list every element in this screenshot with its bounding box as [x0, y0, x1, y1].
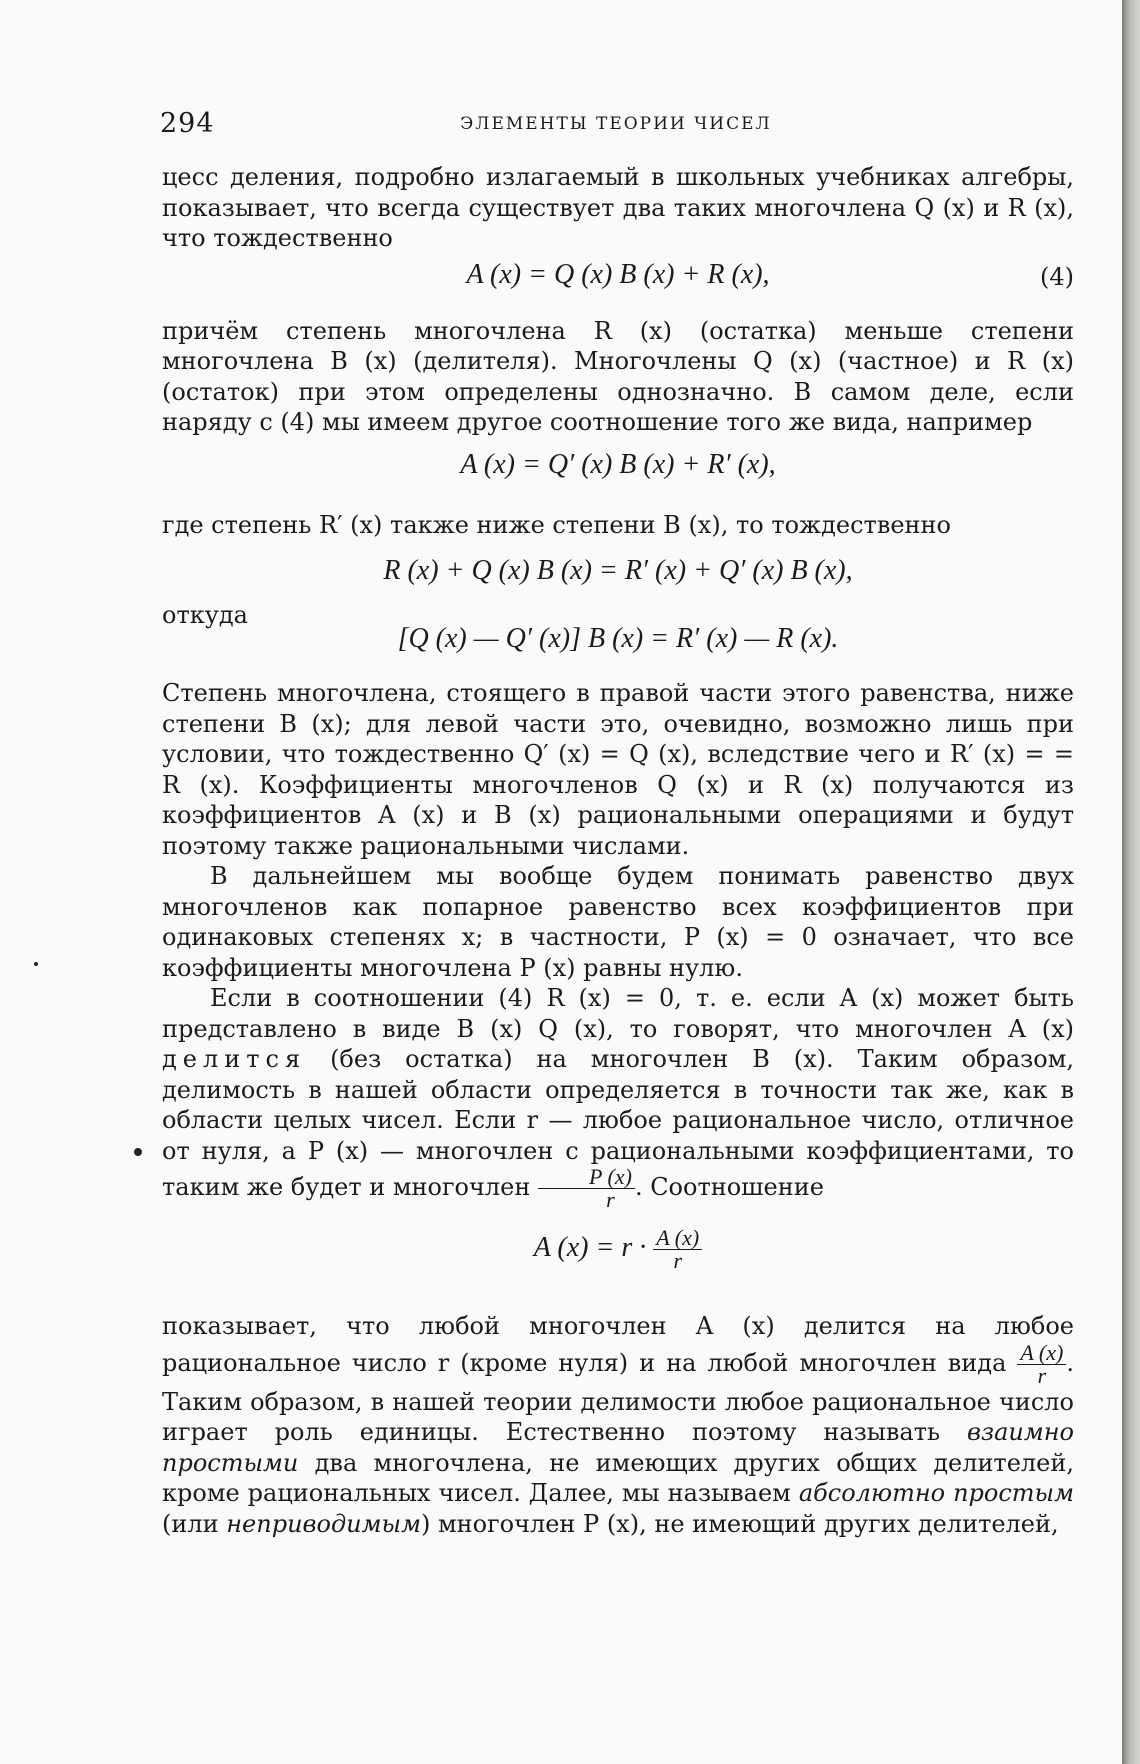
page-number: 294	[160, 108, 215, 139]
paragraph: В дальнейшем мы вообще будем понимать равенство двух многочленов как попарное равенство всех коэффициентов при одинаковых степенях x; в частности, P (x) = 0 означает, что все коэффициенты многочлена P (x) равны нулю.	[162, 862, 1074, 982]
fraction-numerator: A (x)	[653, 1227, 702, 1250]
equation-label: откуда	[162, 601, 248, 629]
page-header	[160, 108, 1072, 144]
italic-term: неприводимым	[226, 1509, 421, 1538]
equation-4	[162, 254, 1074, 316]
stray-dot	[134, 1148, 142, 1156]
paragraph-text: (или	[162, 1509, 219, 1538]
paragraph: где степень R′ (x) также ниже степени B (x), то тождественно	[162, 510, 951, 539]
stray-dot	[34, 962, 38, 966]
body-text	[162, 162, 1074, 1539]
paragraph-text: Если в соотношении (4) R (x) = 0, т. е. если A (x) может быть представлено в виде B (x) Q (x), то говорят, что многочлен A (x)	[162, 984, 1074, 1043]
equation-body: A (x) = Q′ (x) B (x) + R′ (x),	[460, 448, 776, 480]
equation-body: R (x) + Q (x) B (x) = R′ (x) + Q′ (x) B (x),	[383, 555, 853, 586]
paragraph: Степень многочлена, стоящего в правой части этого равенства, ниже степени B (x); для левой части это, очевидно, возможно лишь при условии, что тождественно Q′ (x) = Q (x), вследствие чего и R′ (x) = = R (x). Коэффициенты многочленов Q (x) и R (x) получаются из коэффициентов A (x) и B (x) рациональными операциями и будут поэтому также рациональными числами.	[162, 679, 1074, 860]
paragraph: цесс деления, подробно излагаемый в школьных учебниках алгебры, показывает, что всегда существует два таких многочлена Q (x) и R (x), что тождественно	[162, 163, 1074, 252]
paragraph-text: два многочлена, не имеющих других общих делителей, кроме рациональных чисел. Далее, мы называем	[162, 1448, 1074, 1507]
fraction	[538, 1166, 635, 1211]
fraction-numerator: P (x)	[538, 1166, 635, 1189]
paragraph: причём степень многочлена R (x) (остатка) меньше степени многочлена B (x) (делителя). Многочлены Q (x) (частное) и R (x) (остаток) при этом определены однозначно. В самом деле, если наряду с (4) мы имеем другое соотношение того же вида, например	[162, 316, 1074, 436]
paragraph-text: показывает, что любой многочлен A (x) делится на любое рациональное число r (кроме нуля) и на любой многочлен вида	[162, 1312, 1074, 1377]
spaced-term: делится	[162, 1045, 307, 1073]
fraction-denominator: r	[673, 1248, 683, 1273]
paragraph-text: (без остатка) на многочлен B (x). Таким образом, делимость в нашей области определяется в точности так же, как в области целых чисел. Если r — любое рациональное число, отличное от нуля, а P (x) — многочлен с рациональными коэффициентами, то таким же будет и многочлен	[162, 1045, 1074, 1201]
paragraph	[162, 1311, 1074, 1539]
paragraph-text: . Соотношение	[634, 1173, 824, 1201]
equation-body: A (x) = r ·	[533, 1231, 647, 1263]
equation-body: A (x) = Q (x) B (x) + R (x),	[466, 258, 770, 290]
equation	[162, 1211, 1074, 1311]
running-title: ЭЛЕМЕНТЫ ТЕОРИИ ЧИСЕЛ	[460, 114, 772, 134]
equation	[162, 438, 1074, 510]
page-edge-shadow	[1122, 0, 1140, 1764]
fraction-numerator: A (x)	[1017, 1342, 1066, 1365]
fraction	[1017, 1339, 1066, 1388]
paragraph-text: . Таким образом, в нашей теории делимости любое рациональное число играет роль единицы. Естественно поэтому называть	[162, 1348, 1074, 1446]
italic-term: взаимно простыми	[162, 1418, 1074, 1477]
paragraph-text: ) многочлен P (x), не имеющий других делителей,	[420, 1509, 1059, 1538]
equation-number: (4)	[1040, 262, 1074, 291]
italic-term: абсолютно простым	[798, 1479, 1074, 1507]
paragraph	[162, 983, 1074, 1211]
equation-body: [Q (x) — Q′ (x)] B (x) = R′ (x) — R (x).	[397, 623, 839, 654]
equation-with-label	[162, 600, 1074, 672]
equation	[162, 540, 1074, 600]
fraction-denominator: r	[606, 1187, 615, 1212]
fraction-denominator: r	[1037, 1362, 1047, 1388]
fraction	[653, 1227, 702, 1272]
